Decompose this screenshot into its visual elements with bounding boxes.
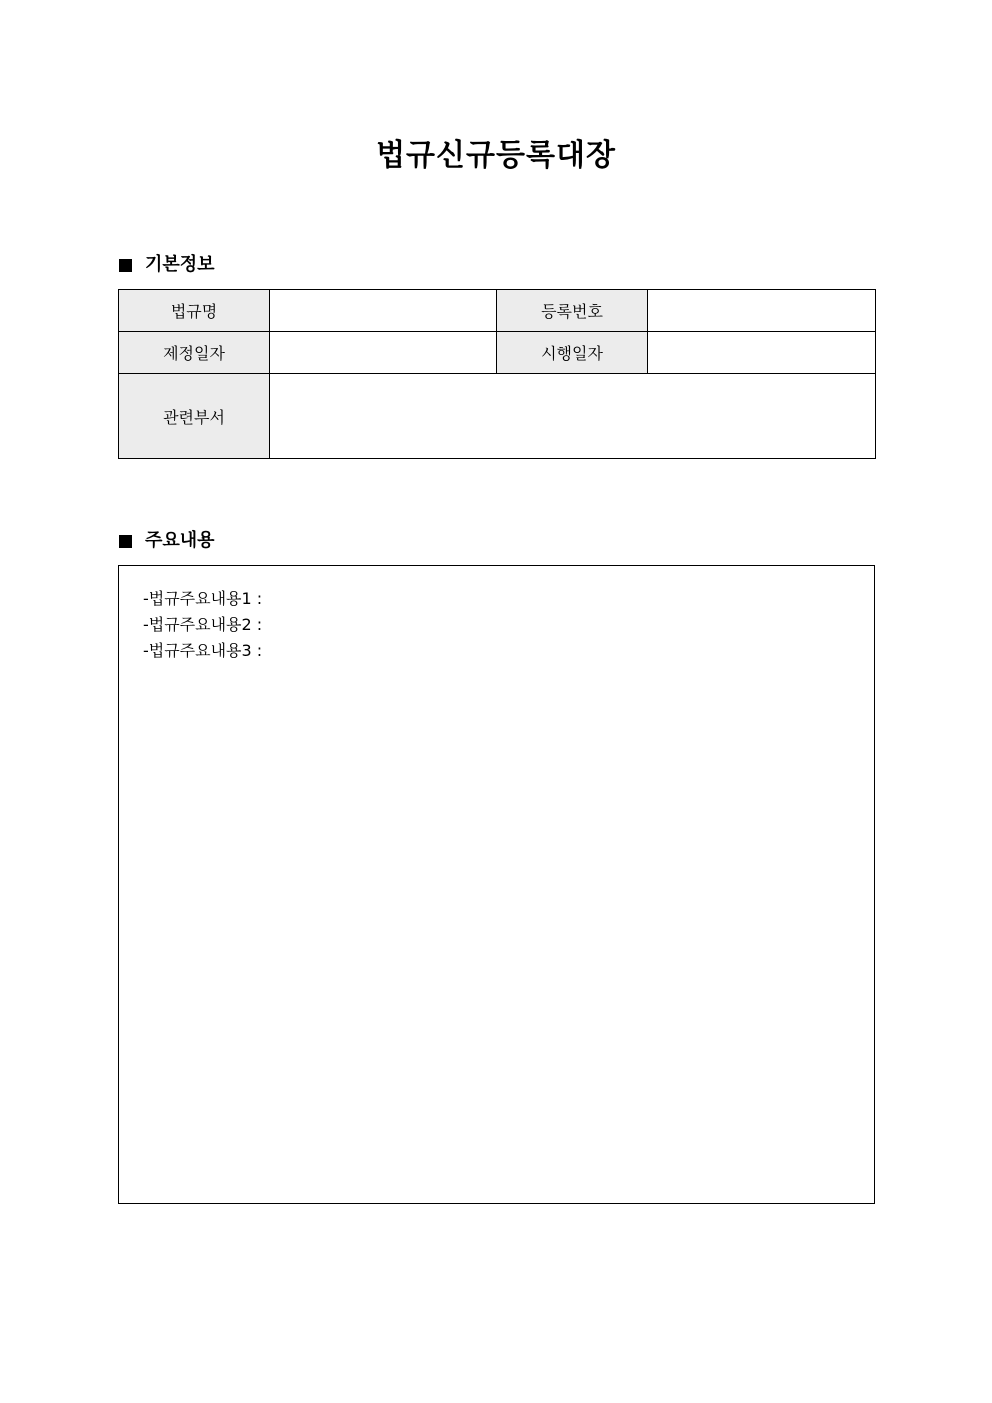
table-row [119, 374, 876, 459]
related-department-field[interactable] [270, 374, 876, 459]
section-heading-label: 주요내용 [145, 530, 215, 551]
related-department-label: 관련부서 [119, 374, 270, 459]
effective-date-field[interactable] [648, 332, 876, 374]
registration-number-label: 등록번호 [497, 290, 648, 332]
document-title: 법규신규등록대장 [376, 138, 616, 173]
enactment-date-field[interactable] [270, 332, 497, 374]
main-content-list [143, 586, 262, 664]
section-heading-basic-info [119, 253, 215, 277]
law-name-label: 법규명 [119, 290, 270, 332]
enactment-date-label: 제정일자 [119, 332, 270, 374]
table-row [119, 290, 876, 332]
section-heading-label: 기본정보 [145, 254, 215, 275]
registration-number-field[interactable] [648, 290, 876, 332]
effective-date-label: 시행일자 [497, 332, 648, 374]
basic-info-table [118, 289, 876, 459]
list-item: -법규주요내용1 : [143, 589, 263, 608]
table-row [119, 332, 876, 374]
law-name-field[interactable] [270, 290, 497, 332]
section-heading-main-content [119, 529, 215, 553]
main-content-box[interactable] [118, 565, 875, 1204]
list-item: -법규주요내용3 : [143, 641, 263, 660]
square-bullet-icon [119, 535, 132, 548]
list-item: -법규주요내용2 : [143, 615, 263, 634]
square-bullet-icon [119, 259, 132, 272]
